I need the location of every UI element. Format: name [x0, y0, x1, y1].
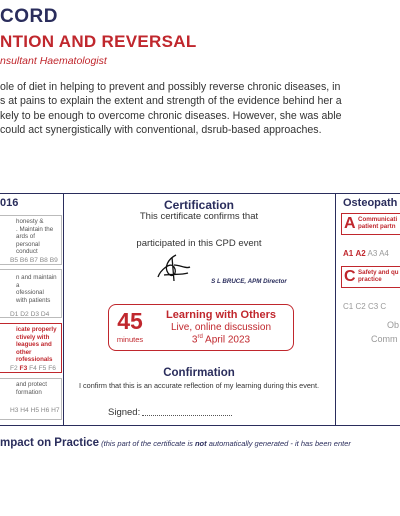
- standard-box-h: [0, 378, 62, 420]
- standard-text-line: icate properly: [16, 326, 57, 333]
- director-name: S L BRUCE, APM Director: [211, 278, 287, 285]
- standard-box-b: [0, 215, 62, 265]
- code-h5: H5: [30, 407, 39, 415]
- standard-text-line: rofessionals: [16, 356, 53, 364]
- theme-partial-ob: Ob: [387, 320, 400, 330]
- standard-box-d: [0, 269, 62, 318]
- record-title: CORD: [0, 6, 58, 27]
- document-subtitle: NTION AND REVERSAL: [0, 32, 197, 51]
- standard-text: [0, 216, 61, 257]
- standard-text-line: ofessional: [16, 289, 44, 297]
- code-c3: C3: [367, 302, 379, 311]
- osteopath-title: Osteopath: [343, 197, 398, 209]
- code-h6: H6: [40, 407, 50, 415]
- standard-text-line: n and maintain a: [16, 274, 57, 289]
- code-d1: D1: [10, 311, 19, 319]
- event-date: [153, 334, 289, 345]
- code-b9: B9: [49, 256, 58, 264]
- certificate-confirms-text: This certificate confirms that: [139, 211, 259, 222]
- code-b7: B7: [29, 256, 38, 264]
- standard-text-line: leagues and other: [16, 341, 52, 356]
- certification-title: Certification: [163, 198, 234, 212]
- code-a1: A1: [343, 249, 354, 258]
- theme-box-c: [341, 266, 400, 288]
- theme-text-line: Communicati: [358, 216, 398, 223]
- standard-codes: [0, 365, 61, 373]
- certificate-frame: [0, 193, 400, 426]
- impact-note: (this part of the certificate is: [99, 439, 195, 448]
- theme-text-line: Safety and qu: [358, 269, 399, 276]
- standard-text: [0, 324, 61, 365]
- event-date-suffix: rd: [197, 334, 203, 340]
- code-d4: D4: [40, 311, 50, 319]
- theme-letter-c: C: [344, 268, 356, 285]
- impact-note-rest: automatically generated - it has been enter: [206, 439, 351, 448]
- certification-panel: [64, 193, 334, 423]
- standard-codes: [0, 257, 61, 265]
- theme-text-line: patient partn: [358, 223, 396, 231]
- theme-text: [358, 267, 400, 284]
- code-a4: A4: [379, 249, 389, 258]
- theme-text: [358, 214, 400, 231]
- confirmation-text: I confirm that this is an accurate reflection of my learning during this event.: [78, 381, 320, 390]
- participation-text: participated in this CPD event: [136, 238, 262, 249]
- event-title: Learning with Others: [165, 309, 276, 321]
- event-duration: 45: [117, 308, 143, 334]
- event-box: [108, 304, 294, 351]
- event-date-day: 3: [191, 334, 198, 346]
- code-f6: F6: [48, 364, 56, 372]
- theme-codes-a: [343, 249, 389, 258]
- code-h3: H3: [10, 407, 19, 415]
- standard-text-line: personal conduct: [16, 240, 40, 256]
- code-h4: H4: [20, 407, 29, 415]
- theme-codes-c: [343, 302, 386, 311]
- code-c4: C: [380, 302, 387, 311]
- summary-line: could act synergistically with conventional, dsrub-based approaches.: [0, 123, 322, 136]
- code-c2: C2: [355, 302, 366, 311]
- signed-label: Signed:: [108, 407, 141, 418]
- impact-note-emphasis: not: [194, 439, 207, 448]
- code-b6: B6: [19, 256, 28, 264]
- summary-paragraph: [0, 80, 400, 137]
- author-role: nsultant Haematologist: [0, 55, 107, 67]
- standard-codes: [0, 397, 61, 415]
- signature-line[interactable]: [142, 415, 232, 416]
- frame-bottom-border: [0, 425, 400, 426]
- summary-line: ole of diet in helping to prevent and possibly reverse chronic diseases, in: [0, 81, 341, 93]
- standards-title: 016: [0, 197, 19, 209]
- theme-letter-a: A: [344, 215, 356, 232]
- standard-text-line: formation: [16, 388, 42, 396]
- standard-text: [0, 379, 61, 397]
- standard-codes: [0, 305, 61, 319]
- code-b5: B5: [10, 256, 19, 264]
- confirmation-title: Confirmation: [163, 367, 235, 379]
- standard-text-line: honesty &: [16, 218, 44, 225]
- event-date-month-year: April 2023: [202, 334, 251, 346]
- osteopath-panel: [337, 193, 400, 423]
- code-d3: D3: [30, 311, 39, 319]
- code-b8: B8: [39, 256, 48, 264]
- code-f5: F5: [38, 364, 47, 372]
- code-f2: F2: [10, 364, 18, 372]
- code-h7: H7: [51, 407, 60, 415]
- code-d2: D2: [20, 311, 29, 319]
- standard-box-f: [0, 323, 62, 373]
- standard-text-line: ctively with: [16, 333, 50, 341]
- summary-line: kely to be enough to overcome chronic diseases. However, she was able: [0, 109, 342, 122]
- code-a3: A3: [367, 249, 378, 258]
- standards-panel: [0, 195, 62, 425]
- standard-text-line: and protect: [16, 381, 47, 388]
- theme-box-a: [341, 213, 400, 235]
- standard-text-line: ards of: [16, 233, 35, 241]
- event-description: Live, online discussion: [170, 322, 272, 333]
- standard-text: [0, 270, 61, 305]
- theme-partial-comm: Comm: [371, 334, 398, 344]
- theme-text-line: practice: [358, 276, 382, 284]
- code-c1: C1: [343, 302, 354, 311]
- impact-heading: mpact on Practice: [0, 437, 100, 449]
- summary-line: s at pains to explain the extent and strength of the evidence behind her a: [0, 95, 342, 108]
- right-divider: [335, 193, 336, 426]
- code-f4: F4: [29, 364, 37, 372]
- code-f3-highlighted: F3: [19, 364, 28, 372]
- code-a2: A2: [355, 249, 366, 258]
- standard-text-line: . Maintain the: [16, 225, 54, 233]
- impact-on-practice: [0, 437, 351, 449]
- event-duration-unit: minutes: [116, 335, 144, 344]
- standard-text-line: with patients: [16, 296, 51, 304]
